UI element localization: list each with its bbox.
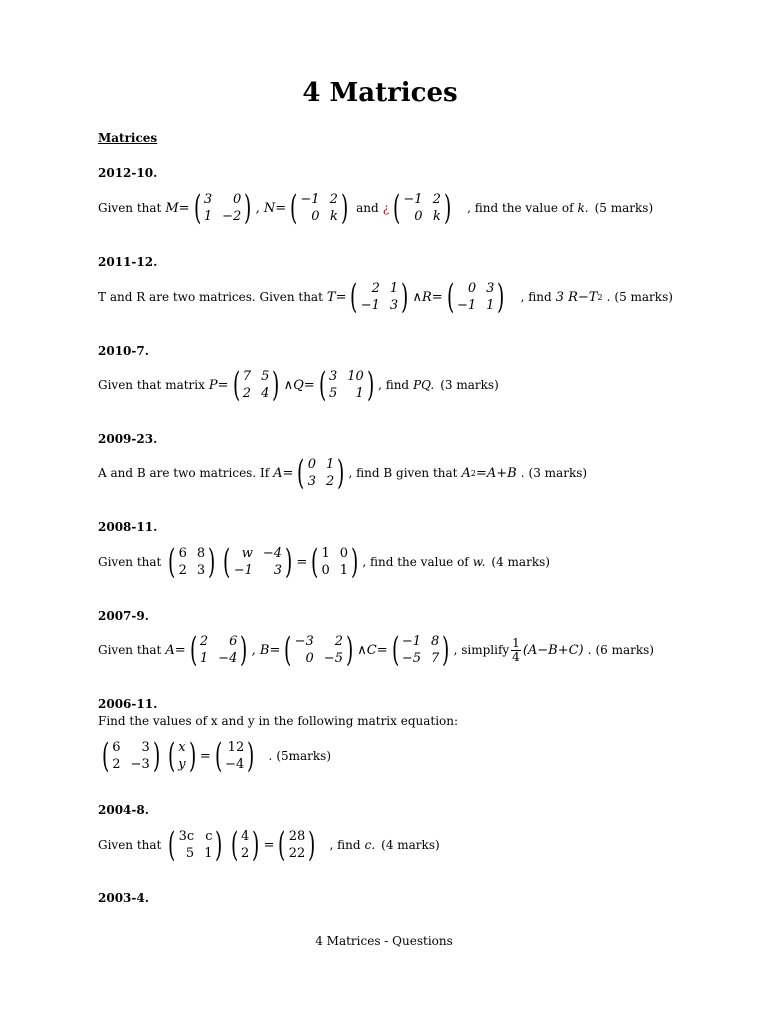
matrix-left: ( 3c c 5 1 ): [168, 825, 223, 865]
question-body: Given that ( 3c c 5 1 ) ( 4 2 ) = ( 28 22 ) , find c. (4 marks): [98, 825, 440, 865]
question-id: 2004-8.: [98, 803, 149, 817]
matrix-w: ( w −4 −1 3 ): [223, 542, 293, 582]
question-body: Given that matrix P= ( 7 5 2 4 ) ∧Q= ( 3 10 5 1 ) , find PQ. (3 marks): [98, 365, 499, 405]
vector-xy: ( x y ): [167, 736, 196, 776]
vector-result: ( 28 22 ): [278, 825, 316, 865]
question-text: Find the values of x and y in the following matrix equation:: [98, 714, 459, 728]
question-body: A and B are two matrices. If A= ( 0 1 3 2 ) , find B given that A 2 =A+B . (3 marks): [98, 453, 588, 493]
matrix-identity: ( 1 0 0 1 ): [311, 542, 359, 582]
matrix-b: ( −3 2 0 −5 ): [284, 630, 354, 670]
matrix-left: ( 6 3 2 −3 ): [101, 736, 160, 776]
question-id: 2007-9.: [98, 609, 149, 623]
matrix-a: ( 0 1 3 2 ): [297, 453, 345, 493]
question-body: Given that ( 6 8 2 3 ) ( w −4 −1 3 ) = ( 1 0 0 1 ) , find the value of w. (4 marks): [98, 542, 550, 582]
matrix-r: ( 0 3 −1 1 ): [446, 277, 505, 317]
matrix-k: ( −1 2 0 k ): [393, 188, 452, 228]
question-body: Given that A= ( 2 6 1 −4 ) , B= ( −3 2 0 −5 ) ∧C= ( −1 8 −5 7 ) , simplify $\frac{1}{4}$ (A−B+C) . (6 marks): [98, 630, 654, 670]
section-label: Matrices: [98, 131, 158, 145]
fraction: $\frac{1}{4}$: [512, 635, 520, 664]
question-body: ( 6 3 2 −3 ) ( x y ) = ( 12 −4 ) . (5marks): [98, 738, 331, 774]
vector-result: ( 12 −4 ): [214, 736, 255, 776]
matrix-c: ( −1 8 −5 7 ): [391, 630, 450, 670]
question-id: 2011-12.: [98, 255, 158, 269]
question-id: 2009-23.: [98, 432, 158, 446]
matrix-m: ( 3 0 1 −2 ): [193, 188, 252, 228]
text: Given that: [98, 201, 162, 215]
matrix-a: ( 2 6 1 −4 ): [189, 630, 248, 670]
matrix-q: ( 3 10 5 1 ): [318, 365, 375, 405]
question-id: 2010-7.: [98, 344, 149, 358]
question-body: T and R are two matrices. Given that T= ( 2 1 −1 3 ) ∧R= ( 0 3 −1 1 ) , find 3 R−T 2 . (5 marks): [98, 277, 673, 317]
question-id: 2003-4.: [98, 891, 149, 905]
red-glyph: ¿: [382, 201, 390, 215]
vector-col: ( 4 2 ): [230, 825, 260, 865]
question-id: 2008-11.: [98, 520, 158, 534]
question-body: Given that M= ( 3 0 1 −2 ) , N= ( −1 2 0 k ) and ¿ ( −1 2 0 k ) , find the value of k. (5 marks): [98, 188, 654, 228]
question-id: 2006-11.: [98, 697, 158, 711]
page-footer: 4 Matrices - Questions: [315, 934, 453, 948]
matrix-t: ( 2 1 −1 3 ): [350, 277, 409, 317]
matrix-p: ( 7 5 2 4 ): [232, 365, 280, 405]
question-id: 2012-10.: [98, 166, 158, 180]
matrix-left: ( 6 8 2 3 ): [168, 542, 216, 582]
page-title: 4 Matrices: [302, 78, 458, 108]
matrix-n: ( −1 2 0 k ): [290, 188, 349, 228]
